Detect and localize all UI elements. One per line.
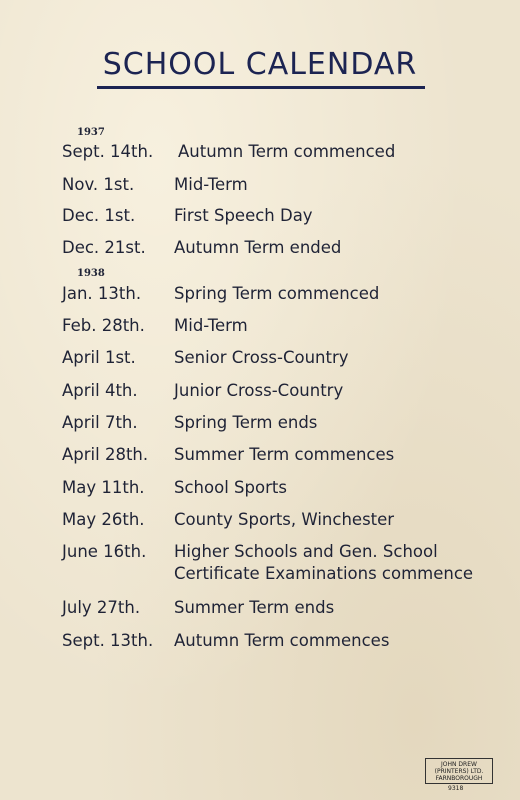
printer-name: JOHN DREW (441, 761, 477, 768)
printer-location: FARNBOROUGH (435, 775, 483, 782)
entry-event: Summer Term ends (174, 598, 335, 617)
entry-date: May 11th. (62, 478, 145, 497)
entry-event: School Sports (174, 478, 287, 497)
entry-date: July 27th. (62, 598, 141, 617)
entry-event: Mid-Term (174, 175, 248, 194)
entry-event: Spring Term commenced (174, 284, 380, 303)
printer-company: (PRINTERS) LTD. (434, 768, 484, 775)
entry-date: June 16th. (62, 542, 147, 561)
entry-date: Dec. 1st. (62, 206, 136, 225)
entry-date: Dec. 21st. (62, 238, 146, 257)
entry-event: Junior Cross-Country (174, 381, 344, 400)
entry-event: Senior Cross-Country (174, 348, 349, 367)
printer-job-number: 9318 (448, 785, 464, 792)
page-title: SCHOOL CALENDAR (102, 47, 418, 82)
entry-date: April 1st. (62, 348, 136, 367)
entry-date: April 7th. (62, 413, 138, 432)
printer-imprint (425, 758, 493, 784)
entry-date: Nov. 1st. (62, 175, 135, 194)
entry-event: First Speech Day (174, 206, 313, 225)
entry-date: Jan. 13th. (62, 284, 142, 303)
entry-event: Spring Term ends (174, 413, 318, 432)
entry-event-line: Certificate Examinations commence (174, 564, 474, 583)
entry-date: Sept. 14th. (62, 142, 154, 161)
entry-event: Mid-Term (174, 316, 248, 335)
year-label-1937: 1937 (77, 127, 105, 138)
entry-date: April 4th. (62, 381, 138, 400)
year-label-1938: 1938 (77, 268, 105, 279)
entry-event: Autumn Term commences (174, 631, 390, 650)
entry-event: Autumn Term ended (174, 238, 342, 257)
entry-event: Summer Term commences (174, 445, 395, 464)
entry-event: Autumn Term commenced (178, 142, 396, 161)
entry-event: County Sports, Winchester (174, 510, 395, 529)
entry-event-line: Higher Schools and Gen. School (174, 542, 438, 561)
entry-date: Feb. 28th. (62, 316, 145, 335)
entry-date: Sept. 13th. (62, 631, 154, 650)
title-underline (97, 86, 425, 89)
entry-date: April 28th. (62, 445, 149, 464)
entry-event (174, 541, 473, 585)
entry-date: May 26th. (62, 510, 145, 529)
